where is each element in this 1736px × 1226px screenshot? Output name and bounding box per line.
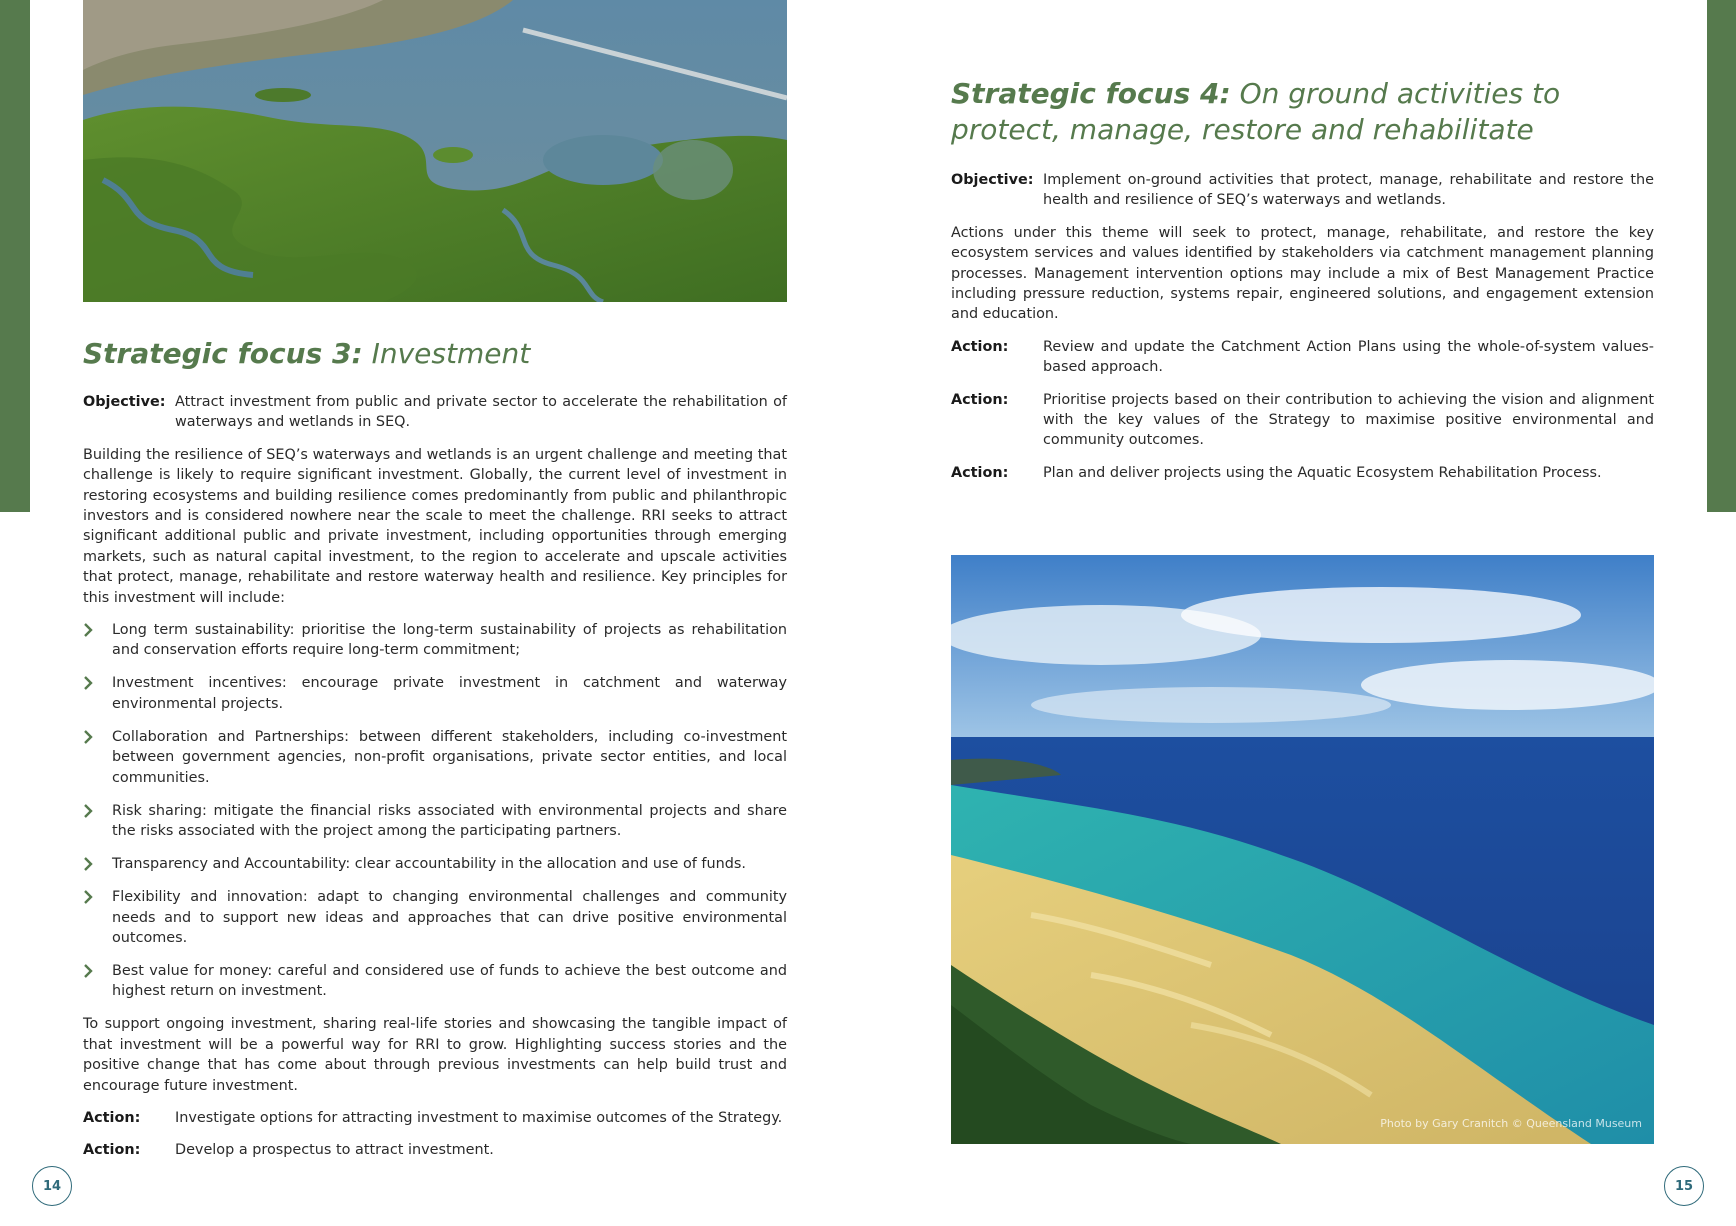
intro-paragraph: Building the resilience of SEQ’s waterways and wetlands is an urgent challenge and meeting that challenge is likely to require significant investment. Globally, the current level of investment in restoring ecosystems and building resilience comes predominantly from public and philanthropic investors and is considered nowhere near the scale to meet the challenge. RRI seeks to attract significant additional public and private investment, including opportunities through emerging markets, such as natural capital investment, to the region to accelerate and upscale activities that protect, manage, rehabilitate and restore waterway health and resilience. Key principles for this investment will include: [83,446,787,606]
action-label: Action: [83,1142,141,1159]
list-item [83,887,787,948]
objective-row [951,170,1654,211]
chevron-right-icon [83,730,93,744]
principle-text: Long term sustainability: prioritise the long-term sustainability of projects as rehabilitation and conservation efforts require long-term commitment; [112,622,787,659]
chevron-right-icon [83,890,93,904]
action-row [83,1140,787,1160]
heading-rest-part: On ground activities to protect, manage, restore and rehabilitate [951,77,1561,146]
chevron-right-icon [83,623,93,637]
chevron-right-icon [83,857,93,871]
principles-list [83,620,787,1002]
action-row [951,390,1654,451]
strategic-focus-3-heading [83,336,787,372]
chevron-right-icon [83,804,93,818]
heading-rest-part: Investment [362,337,531,370]
principle-text: Collaboration and Partnerships: between different stakeholders, including co-investment between government agencies, non-profit organisations, private sector entities, and local communities. [112,728,787,786]
objective-row [83,392,787,433]
strategic-focus-4-heading [951,76,1654,148]
objective-label: Objective: [83,394,166,410]
page-number-left: 14 [32,1166,72,1206]
principle-text: Transparency and Accountability: clear accountability in the allocation and use of funds. [112,856,746,873]
list-item [83,961,787,1002]
right-edge-color-bar [1707,0,1736,512]
list-item [83,727,787,788]
left-edge-color-bar [0,0,30,512]
aerial-mangrove-estuary-photo [83,0,787,302]
objective-label: Objective: [951,172,1034,188]
objective-text: Attract investment from public and private sector to accelerate the rehabilitation of waterways and wetlands in SEQ. [175,394,787,431]
principle-text: Investment incentives: encourage private investment in catchment and waterway environmental projects. [112,675,787,712]
principle-text: Best value for money: careful and considered use of funds to achieve the best outcome and highest return on investment. [112,962,787,1000]
principle-text: Risk sharing: mitigate the financial risks associated with environmental projects and share the risks associated with the project among the participating partners. [112,802,787,840]
action-text: Develop a prospectus to attract investment. [175,1142,494,1159]
action-text: Review and update the Catchment Action Plans using the whole-of-system values-based approach. [1043,338,1654,376]
action-label: Action: [951,464,1009,481]
action-text: Investigate options for attracting investment to maximise outcomes of the Strategy. [175,1109,783,1126]
page-number-right: 15 [1664,1166,1704,1206]
closing-paragraph: To support ongoing investment, sharing real-life stories and showcasing the tangible impact of that investment will be a powerful way for RRI to grow. Highlighting success stories and the positive change that has come about through previous investments can help build trust and encourage future investment. [83,1016,787,1094]
chevron-right-icon [83,676,93,690]
right-page-content [951,76,1654,483]
list-item [83,801,787,842]
list-item [83,854,787,874]
principle-text: Flexibility and innovation: adapt to changing environmental challenges and community needs and to support new ideas and approaches that can drive positive environmental outcomes. [112,889,787,946]
list-item [83,620,787,661]
action-text: Plan and deliver projects using the Aquatic Ecosystem Rehabilitation Process. [1043,464,1602,481]
aerial-coastline-photo [951,555,1654,1144]
action-row [83,1108,787,1128]
photo-credit: Photo by Gary Cranitch © Queensland Museum [1380,1117,1642,1130]
list-item [83,673,787,714]
chevron-right-icon [83,964,93,978]
heading-bold-part: Strategic focus 3: [83,337,363,370]
heading-bold-part: Strategic focus 4: [951,77,1231,110]
action-label: Action: [951,338,1009,355]
action-label: Action: [951,391,1009,408]
action-row [951,337,1654,378]
action-label: Action: [83,1109,141,1126]
action-text: Prioritise projects based on their contribution to achieving the vision and alignment with the key values of the Strategy to maximise positive environmental and community outcomes. [1043,391,1654,449]
objective-text: Implement on-ground activities that protect, manage, rehabilitate and restore the health and resilience of SEQ’s waterways and wetlands. [1043,172,1654,209]
intro-paragraph: Actions under this theme will seek to protect, manage, rehabilitate, and restore the key ecosystem services and values identified by stakeholders via catchment management planning processes. Management intervention options may include a mix of Best Management Practice including pressure reduction, systems repair, engineered solutions, and engagement extension and education. [951,224,1654,323]
left-page-content [83,336,787,1161]
action-row [951,463,1654,483]
